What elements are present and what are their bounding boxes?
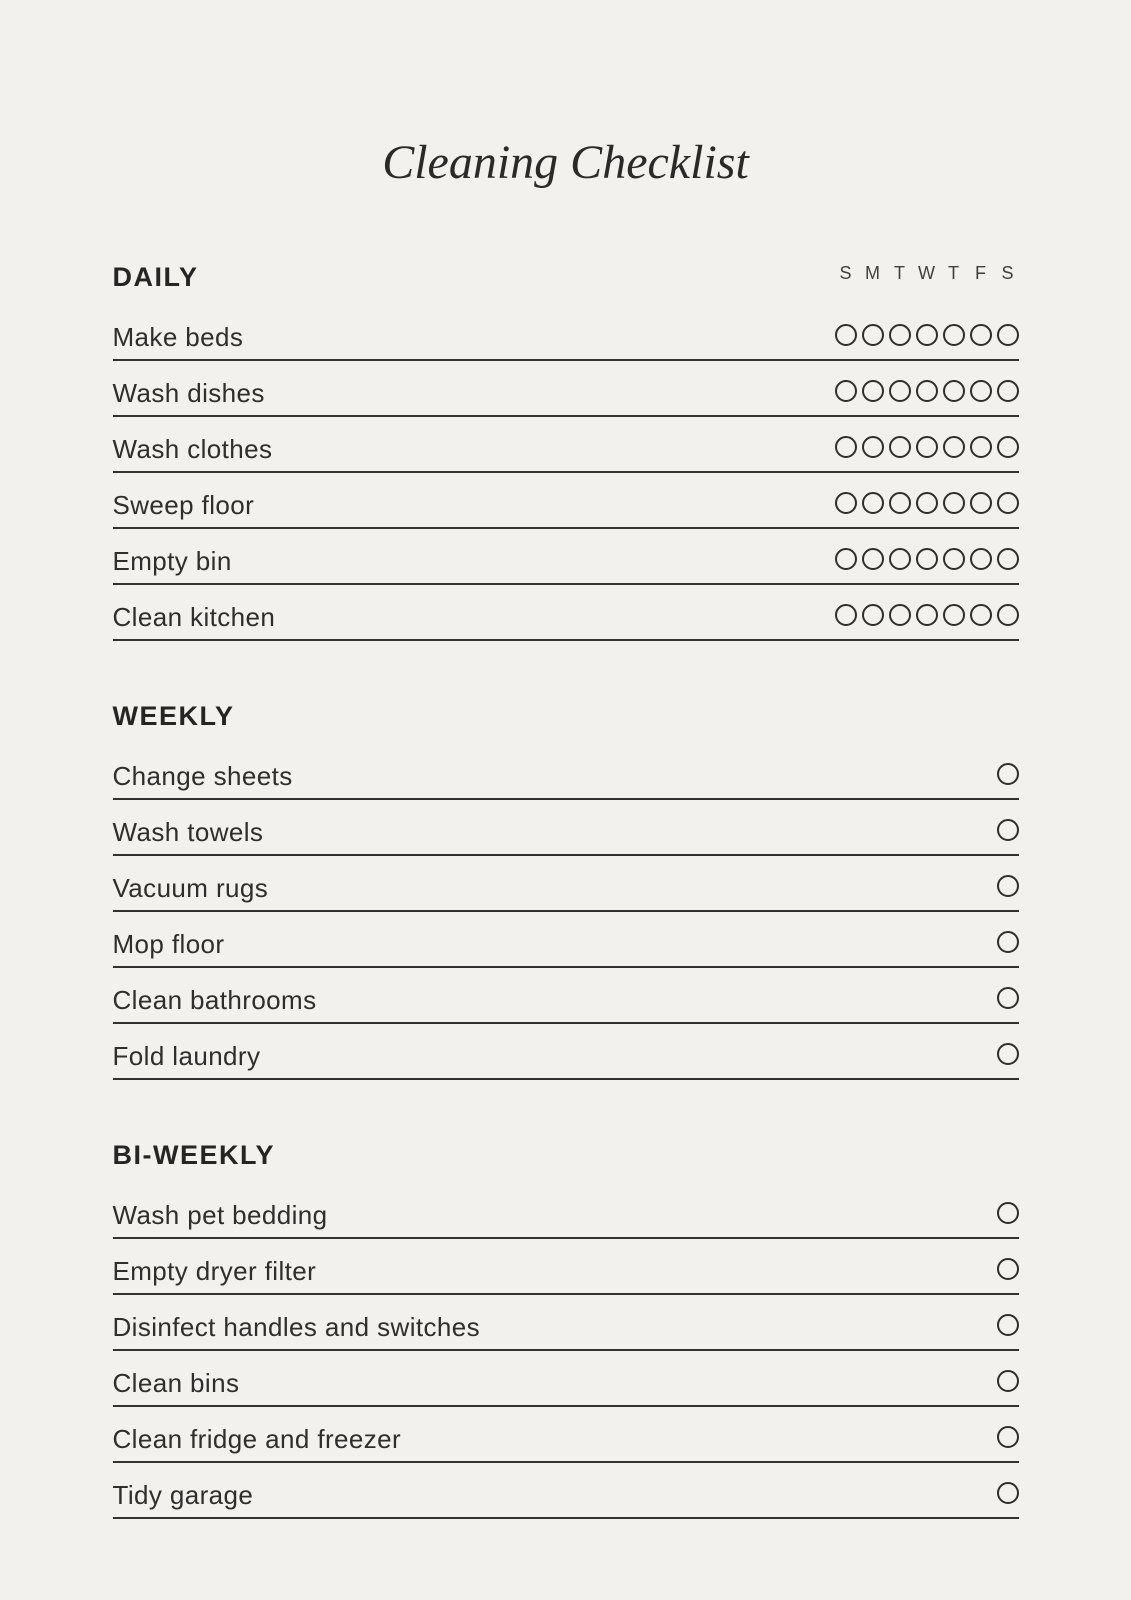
checkbox-circle[interactable] (835, 548, 857, 570)
checkbox-circle[interactable] (997, 324, 1019, 346)
section-title-weekly: WEEKLY (112, 700, 235, 731)
checklist-row (113, 1024, 1019, 1080)
checkbox-circle[interactable] (889, 604, 911, 626)
task-label: Clean fridge and freezer (112, 1423, 402, 1454)
checklist-row (113, 305, 1019, 361)
checkbox-circle[interactable] (997, 604, 1019, 626)
checkbox-circle[interactable] (943, 604, 965, 626)
day-letter: M (865, 262, 880, 283)
checklist-row (113, 1407, 1019, 1463)
checkbox-circle[interactable] (970, 604, 992, 626)
task-label: Empty bin (112, 545, 232, 576)
checkbox-circle[interactable] (916, 492, 938, 514)
checkbox-circle[interactable] (997, 1202, 1019, 1224)
checkbox-circle[interactable] (889, 380, 911, 402)
checkbox-group (997, 1043, 1019, 1065)
checkbox-circle[interactable] (970, 492, 992, 514)
checklist-row (113, 800, 1019, 856)
checkbox-group (997, 1426, 1019, 1448)
checkbox-group (835, 436, 1019, 458)
checkbox-circle[interactable] (997, 380, 1019, 402)
checkbox-circle[interactable] (835, 436, 857, 458)
checklist-row (113, 1351, 1019, 1407)
checkbox-circle[interactable] (970, 548, 992, 570)
checklist-row (113, 585, 1019, 641)
checkbox-circle[interactable] (943, 548, 965, 570)
checkbox-circle[interactable] (970, 436, 992, 458)
checkbox-circle[interactable] (862, 604, 884, 626)
checkbox-circle[interactable] (997, 1314, 1019, 1336)
checkbox-circle[interactable] (997, 492, 1019, 514)
task-label: Mop floor (112, 928, 225, 959)
checkbox-circle[interactable] (997, 763, 1019, 785)
checkbox-circle[interactable] (835, 604, 857, 626)
task-label: Fold laundry (112, 1040, 261, 1071)
checkbox-circle[interactable] (970, 324, 992, 346)
checkbox-circle[interactable] (835, 492, 857, 514)
checkbox-circle[interactable] (997, 436, 1019, 458)
task-label: Tidy garage (112, 1479, 254, 1510)
checkbox-group (997, 1258, 1019, 1280)
checkbox-circle[interactable] (997, 931, 1019, 953)
checkbox-circle[interactable] (889, 492, 911, 514)
checkbox-circle[interactable] (997, 1258, 1019, 1280)
checklist-content (113, 262, 1019, 1519)
checklist-row (113, 1183, 1019, 1239)
checklist-row (113, 361, 1019, 417)
day-letter: F (975, 262, 986, 283)
checkbox-circle[interactable] (943, 380, 965, 402)
checklist-row (113, 856, 1019, 912)
checklist-row (113, 417, 1019, 473)
checkbox-circle[interactable] (862, 380, 884, 402)
checkbox-circle[interactable] (997, 1043, 1019, 1065)
task-label: Wash dishes (112, 377, 265, 408)
checkbox-group (835, 492, 1019, 514)
task-label: Vacuum rugs (112, 872, 269, 903)
task-label: Clean bathrooms (112, 984, 317, 1015)
checkbox-circle[interactable] (889, 436, 911, 458)
checkbox-circle[interactable] (916, 380, 938, 402)
checkbox-group (835, 380, 1019, 402)
checkbox-group (997, 931, 1019, 953)
checkbox-group (835, 604, 1019, 626)
checklist-row (113, 1295, 1019, 1351)
day-letter: T (894, 262, 905, 283)
checkbox-circle[interactable] (916, 324, 938, 346)
section-rows-daily (113, 305, 1019, 641)
task-label: Empty dryer filter (112, 1255, 317, 1286)
day-letter: S (839, 262, 852, 283)
checkbox-group (997, 1482, 1019, 1504)
section-title-bi-weekly: BI-WEEKLY (112, 1139, 276, 1170)
task-label: Make beds (112, 321, 244, 352)
section-header-daily (113, 262, 1019, 291)
section-header-weekly (113, 701, 1019, 730)
task-label: Sweep floor (112, 489, 255, 520)
day-letters-row (835, 262, 1019, 284)
page-title: Cleaning Checklist (382, 136, 749, 189)
checkbox-circle[interactable] (997, 819, 1019, 841)
task-label: Disinfect handles and switches (112, 1311, 481, 1342)
checklist-row (113, 473, 1019, 529)
checkbox-circle[interactable] (997, 1482, 1019, 1504)
section-header-bi-weekly (113, 1140, 1019, 1169)
section-bi-weekly (113, 1140, 1019, 1519)
checkbox-circle[interactable] (997, 1370, 1019, 1392)
checkbox-circle[interactable] (916, 436, 938, 458)
checkbox-group (835, 548, 1019, 570)
checkbox-group (997, 819, 1019, 841)
checkbox-circle[interactable] (916, 548, 938, 570)
checkbox-circle[interactable] (889, 324, 911, 346)
section-weekly (113, 701, 1019, 1080)
task-label: Change sheets (112, 760, 293, 791)
checkbox-group (997, 1202, 1019, 1224)
checkbox-circle[interactable] (943, 492, 965, 514)
task-label: Wash towels (112, 816, 264, 847)
checklist-row (113, 744, 1019, 800)
checkbox-circle[interactable] (835, 324, 857, 346)
checkbox-circle[interactable] (835, 380, 857, 402)
checkbox-group (997, 987, 1019, 1009)
section-rows-bi-weekly (113, 1183, 1019, 1519)
section-title-daily: DAILY (112, 261, 199, 292)
checkbox-circle[interactable] (943, 436, 965, 458)
task-label: Clean kitchen (112, 601, 276, 632)
checklist-row (113, 968, 1019, 1024)
checklist-row (113, 912, 1019, 968)
checkbox-circle[interactable] (997, 1426, 1019, 1448)
checkbox-circle[interactable] (862, 548, 884, 570)
checkbox-group (835, 324, 1019, 346)
day-letter: T (948, 262, 959, 283)
checkbox-circle[interactable] (916, 604, 938, 626)
checkbox-circle[interactable] (997, 875, 1019, 897)
section-rows-weekly (113, 744, 1019, 1080)
checkbox-group (997, 875, 1019, 897)
checkbox-circle[interactable] (970, 380, 992, 402)
checkbox-circle[interactable] (862, 436, 884, 458)
section-daily (113, 262, 1019, 641)
task-label: Wash pet bedding (112, 1199, 328, 1230)
day-letter: W (918, 262, 935, 283)
checkbox-circle[interactable] (862, 492, 884, 514)
checklist-row (113, 1239, 1019, 1295)
checkbox-group (997, 1314, 1019, 1336)
checkbox-circle[interactable] (862, 324, 884, 346)
checklist-row (113, 529, 1019, 585)
checkbox-group (997, 763, 1019, 785)
task-label: Wash clothes (112, 433, 273, 464)
checkbox-group (997, 1370, 1019, 1392)
checklist-row (113, 1463, 1019, 1519)
checkbox-circle[interactable] (889, 548, 911, 570)
checkbox-circle[interactable] (997, 548, 1019, 570)
day-letter: S (1001, 262, 1014, 283)
checkbox-circle[interactable] (943, 324, 965, 346)
checkbox-circle[interactable] (997, 987, 1019, 1009)
task-label: Clean bins (112, 1367, 240, 1398)
